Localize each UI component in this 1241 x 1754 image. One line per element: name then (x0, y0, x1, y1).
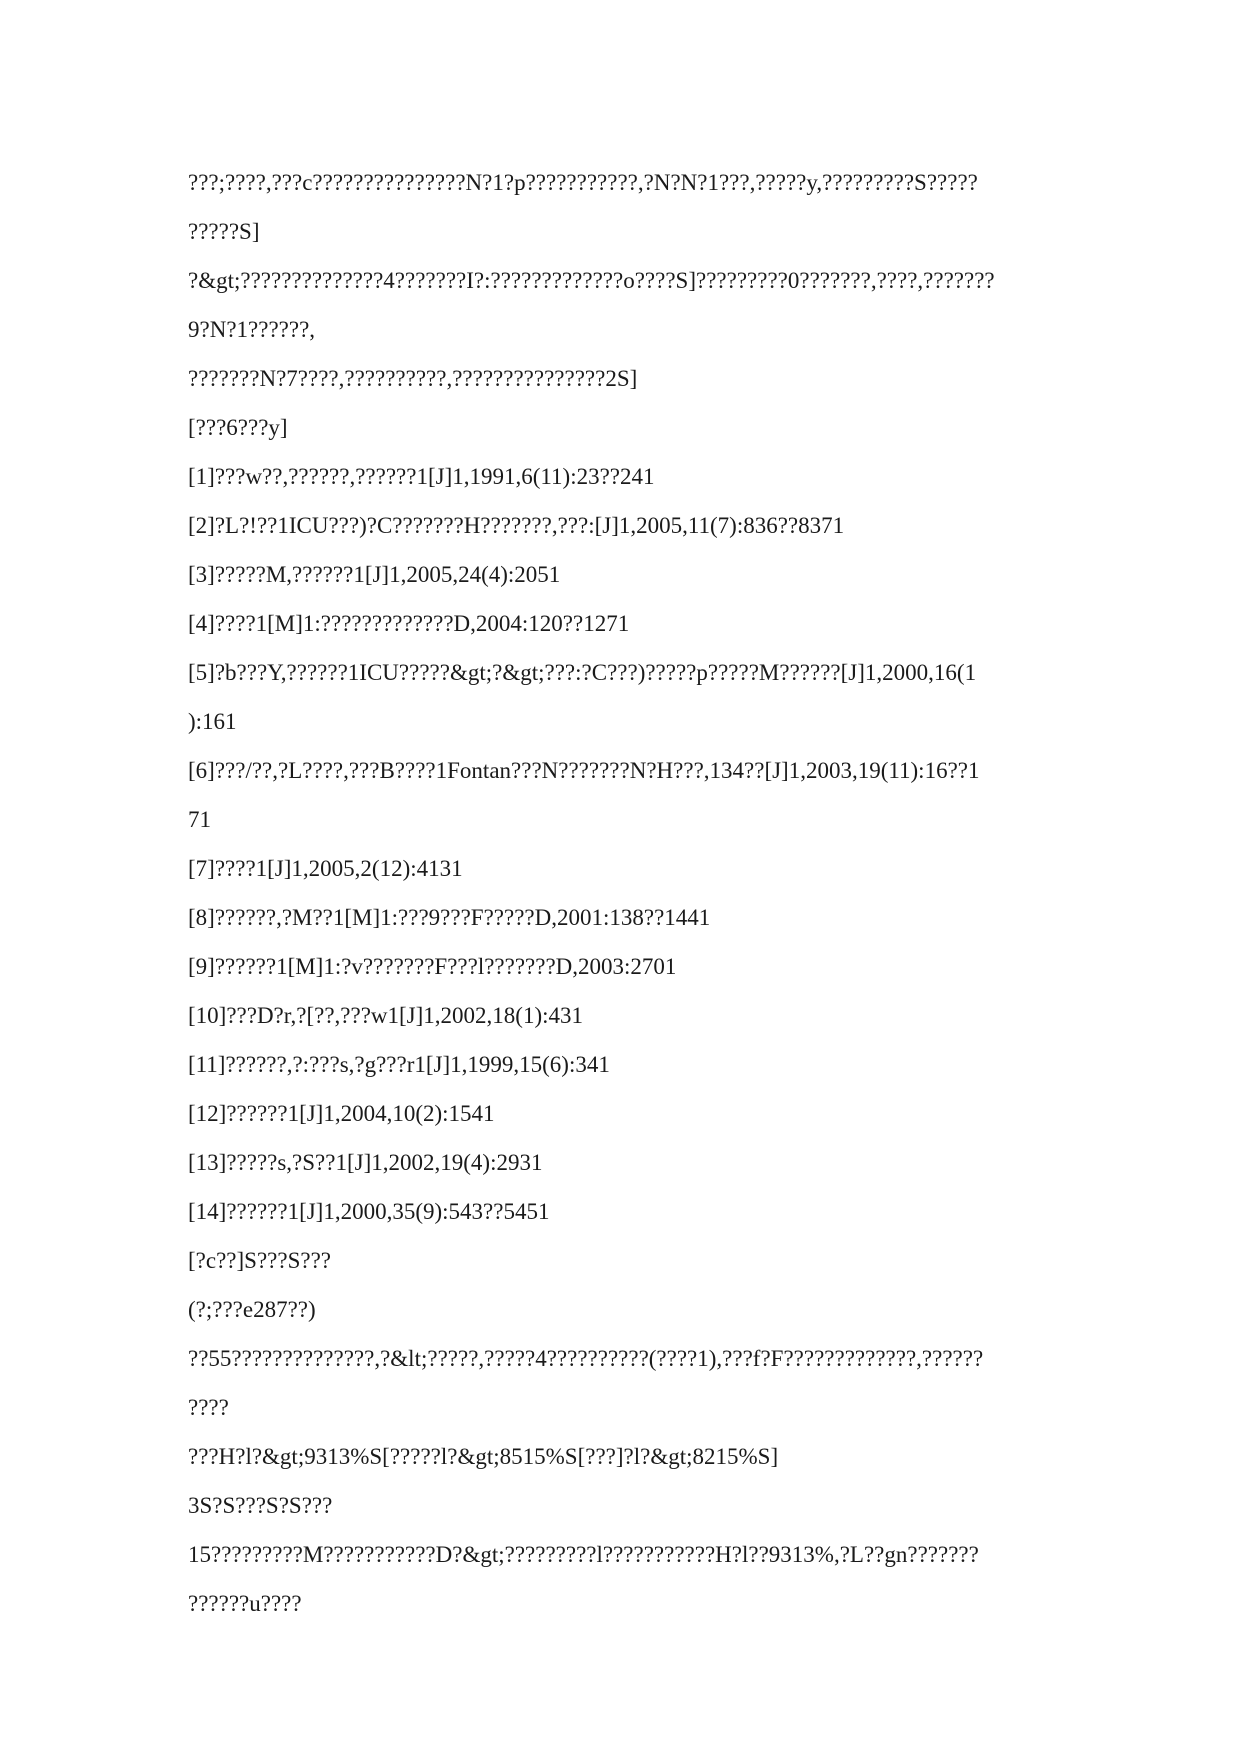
reference-item: [11]??????,?:???s,?g???r1[J]1,1999,15(6):341 (188, 1052, 610, 1077)
reference-item: [4]????1[M]1:?????????????D,2004:120??1271 (188, 611, 630, 636)
text-line: (?;???e287??) (188, 1297, 316, 1322)
document-body (188, 158, 1068, 1628)
text-line: ??55??????????????,?&lt;?????,?????4??????????(????1),???f?F?????????????,?????? (188, 1346, 984, 1371)
reference-item: [2]?L?!??1ICU???)?C???????H???????,???:[J]1,2005,11(7):836??8371 (188, 513, 845, 538)
text-line: ???H?l?&gt;9313%S[?????l?&gt;8515%S[???]?l?&gt;8215%S] (188, 1444, 779, 1469)
reference-item: [6]???/??,?L????,???B????1Fontan???N???????N?H???,134??[J]1,2003,19(11):16??1 (188, 758, 980, 783)
text-line: 9?N?1??????, (188, 317, 316, 342)
text-line: ?????S] (188, 219, 260, 244)
text-line: 15?????????M???????????D?&gt;?????????l???????????H?l??9313%,?L??gn??????? (188, 1542, 979, 1567)
reference-item: [1]???w??,??????,??????1[J]1,1991,6(11):23??241 (188, 464, 655, 489)
text-line: ???;????,???c???????????????N?1?p???????????,?N?N?1???,?????y,?????????S????? (188, 170, 978, 195)
text-line: 3S?S???S?S??? (188, 1493, 333, 1518)
reference-item: [7]????1[J]1,2005,2(12):4131 (188, 856, 463, 881)
text-line: ?&gt;??????????????4???????I?:?????????????o????S]?????????0???????,????,??????? (188, 268, 995, 293)
text-line: ???? (188, 1395, 229, 1420)
reference-item-continuation: 71 (188, 807, 211, 832)
reference-item: [5]?b???Y,??????1ICU?????&gt;?&gt;???:?C???)?????p?????M??????[J]1,2000,16(1 (188, 660, 977, 685)
reference-item: [9]??????1[M]1:?v???????F???l???????D,2003:2701 (188, 954, 677, 979)
section-heading: [???6???y] (188, 415, 288, 440)
reference-item: [3]?????M,??????1[J]1,2005,24(4):2051 (188, 562, 561, 587)
section-heading: [?c??]S???S??? (188, 1248, 331, 1273)
reference-item-continuation: ):161 (188, 709, 237, 734)
text-line: ???????N?7????,??????????,???????????????2S] (188, 366, 638, 391)
reference-item: [10]???D?r,?[??,???w1[J]1,2002,18(1):431 (188, 1003, 583, 1028)
reference-item: [14]??????1[J]1,2000,35(9):543??5451 (188, 1199, 550, 1224)
reference-item: [8]??????,?M??1[M]1:???9???F?????D,2001:138??1441 (188, 905, 711, 930)
reference-item: [13]?????s,?S??1[J]1,2002,19(4):2931 (188, 1150, 543, 1175)
reference-item: [12]??????1[J]1,2004,10(2):1541 (188, 1101, 495, 1126)
text-line: ??????u???? (188, 1591, 302, 1616)
